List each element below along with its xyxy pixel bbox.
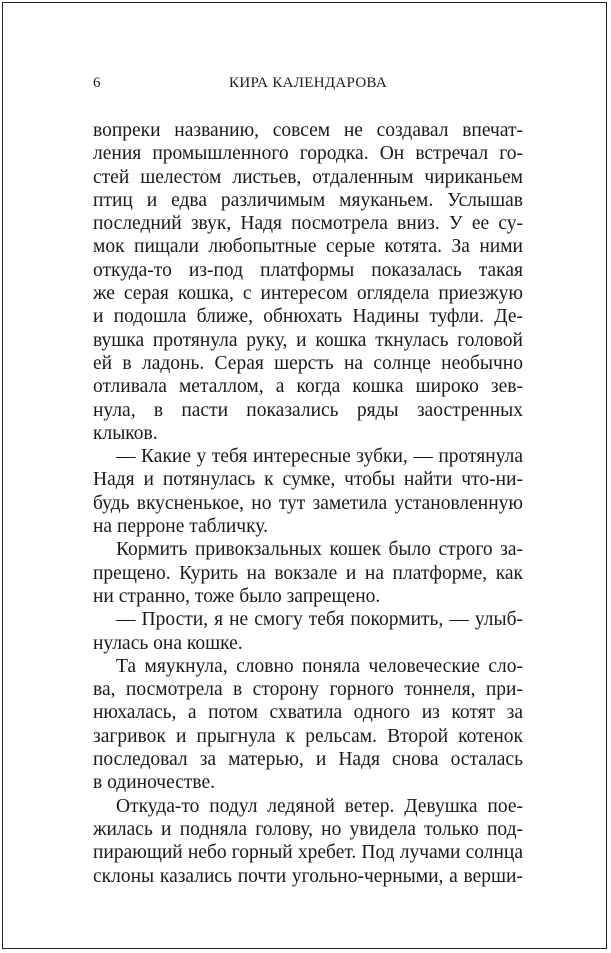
text-line: Надя и потянулась к сумке, чтобы найти что-ни- — [93, 469, 523, 491]
text-line: прещено. Курить на вокзале и на платформе, как — [93, 562, 523, 584]
text-line: будь вкусненькое, но тут заметила установленную — [93, 492, 523, 514]
text-line: нулась она кошке. — [93, 632, 243, 654]
text-line: Откуда-то подул ледяной ветер. Девушка пое- — [116, 795, 523, 817]
text-line: загривок и прыгнула к рельсам. Второй котенок — [93, 725, 523, 747]
text-line: нюхалась, а потом схватила одного из котят за — [93, 702, 523, 724]
text-line: откуда-то из-под платформы показалась такая — [93, 259, 523, 281]
text-line: же серая кошка, с интересом оглядела приезжую — [93, 283, 523, 305]
text-line: мок пищали любопытные серые котята. За ними — [93, 236, 523, 258]
text-line: отливала металлом, а когда кошка широко зев- — [93, 376, 523, 398]
paragraph — [93, 538, 523, 608]
text-line: птиц и едва различимым мяуканьем. Услышав — [93, 189, 523, 211]
page-number: 6 — [93, 75, 101, 91]
text-line: ни странно, тоже было запрещено. — [93, 585, 381, 607]
text-line: и подошла ближе, обнюхать Надины туфли. Де- — [93, 306, 523, 328]
text-line: клыков. — [93, 422, 158, 444]
text-line: на перроне табличку. — [93, 516, 268, 538]
paragraph — [93, 608, 523, 655]
text-line: — Прости, я не смогу тебя покормить, — улыб- — [116, 609, 523, 631]
text-line: вушка протянула руку, и кошка ткнулась головой — [93, 329, 523, 351]
text-line: — Какие у тебя интересные зубки, — протянула — [116, 446, 523, 468]
paragraph — [93, 655, 523, 795]
text-line: ва, посмотрела в сторону горного тоннеля, при- — [93, 679, 523, 701]
text-line: ей в ладонь. Серая шерсть на солнце необычно — [93, 352, 523, 374]
text-line: Кормить привокзальных кошек было строго за- — [116, 539, 523, 561]
text-line: пирающий небо горный хребет. Под лучами солнца — [93, 842, 523, 864]
body-text — [93, 119, 523, 888]
text-line: Та мяукнула, словно поняла человеческие сло- — [116, 655, 523, 677]
text-line: последовал за матерью, и Надя снова осталась — [93, 749, 523, 771]
text-line: нула, в пасти показались ряды заостренных — [93, 399, 523, 421]
paragraph — [93, 445, 523, 538]
running-title: КИРА КАЛЕНДАРОВА — [229, 75, 387, 91]
text-line: склоны казались почти угольно-черными, а верши- — [93, 865, 523, 887]
text-line: ления промышленного городка. Он встречал го- — [93, 143, 523, 165]
text-line: жилась и подняла голову, но увидела только под- — [93, 818, 523, 840]
paragraph — [93, 795, 523, 888]
text-line: последний звук, Надя посмотрела вниз. У ее су- — [93, 213, 523, 235]
paragraph — [93, 119, 523, 445]
text-line: в одиночестве. — [93, 772, 216, 794]
text-line: вопреки названию, совсем не создавал впечат- — [93, 120, 523, 141]
text-line: стей шелестом листьев, отдаленным чириканьем — [93, 166, 523, 188]
